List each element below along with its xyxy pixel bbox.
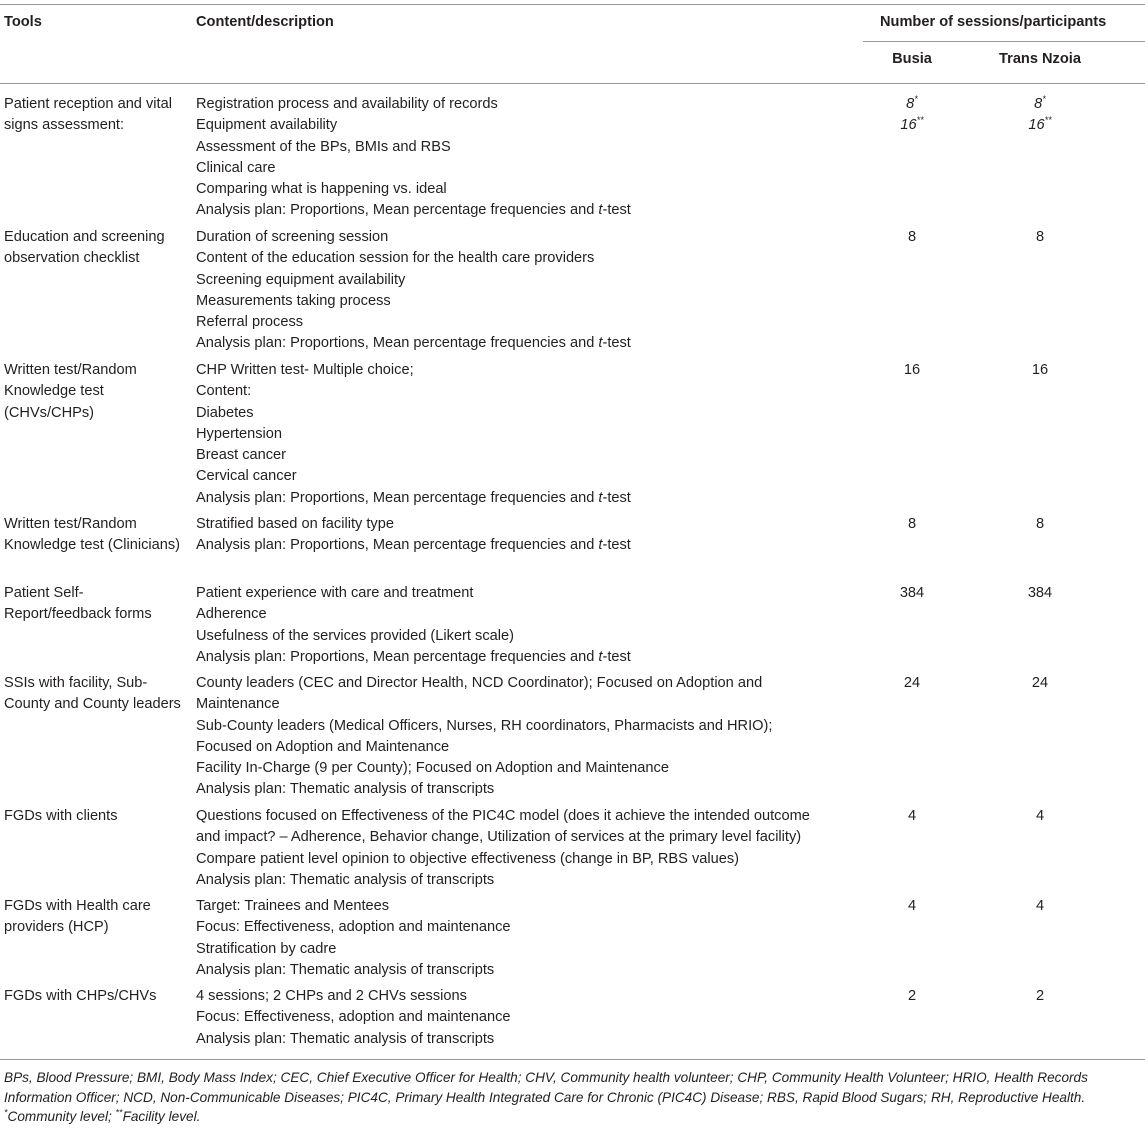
footnote-abbreviations: BPs, Blood Pressure; BMI, Body Mass Index; CEC, Chief Executive Officer for Health; CHV, Community health volunteer; CHP, Community Health Volunteer; HRIO, Health Records Information Officer; NCD, Non-Communicable Diseases; PIC4C, Primary Health Integrated Care for Chronic (PIC4C) Disease; RBS, Rapid Blood Sugars; RH, Reproductive Health. bbox=[4, 1070, 1088, 1105]
count-value: 384 bbox=[899, 585, 925, 601]
description-line: Hypertension bbox=[196, 425, 282, 442]
description-line: 4 sessions; 2 CHPs and 2 CHVs sessions bbox=[196, 988, 467, 1004]
count-value: 2 bbox=[1035, 988, 1045, 1004]
count-value: 8* bbox=[1034, 94, 1046, 112]
count-value: 384 bbox=[1027, 585, 1053, 601]
table-row-trans-nzoia bbox=[990, 514, 1090, 535]
description-line: Diabetes bbox=[196, 404, 254, 421]
table-row-tool: Patient Self-Report/feedback forms bbox=[4, 585, 152, 623]
table-row-busia bbox=[862, 227, 962, 248]
table-row-trans-nzoia bbox=[990, 583, 1090, 604]
table-row-trans-nzoia bbox=[990, 673, 1090, 694]
table-row-tool: FGDs with clients bbox=[4, 808, 118, 824]
description-line: Adherence bbox=[196, 606, 267, 623]
description-line: Content: bbox=[196, 383, 252, 400]
description-line: Compare patient level opinion to objective effectiveness (change in BP, RBS values) bbox=[196, 850, 739, 867]
table-row-description bbox=[196, 227, 856, 355]
table-row-trans-nzoia bbox=[990, 806, 1090, 827]
table-row-description bbox=[196, 896, 856, 981]
header-rule bbox=[0, 83, 1145, 84]
table-row-trans-nzoia bbox=[990, 896, 1090, 917]
description-line: Facility In-Charge (9 per County); Focused on Adoption and Maintenance bbox=[196, 760, 669, 777]
count-value: 8* bbox=[906, 94, 918, 112]
description-line: Analysis plan: Thematic analysis of transcripts bbox=[196, 1030, 495, 1047]
header-trans-nzoia: Trans Nzoia bbox=[999, 51, 1081, 67]
header-tools: Tools bbox=[4, 14, 42, 30]
count-value: 8 bbox=[1035, 516, 1045, 532]
table-row-trans-nzoia bbox=[990, 94, 1090, 137]
count-value: 4 bbox=[1035, 898, 1045, 914]
table-row-description bbox=[196, 986, 856, 1050]
footnote-facility-level: Facility level. bbox=[122, 1109, 201, 1124]
description-line: Analysis plan: Thematic analysis of transcripts bbox=[196, 781, 495, 798]
description-line: Analysis plan: Thematic analysis of transcripts bbox=[196, 871, 495, 888]
table-row-busia bbox=[862, 896, 962, 917]
description-line: Analysis plan: Proportions, Mean percentage frequencies and t-test bbox=[196, 648, 631, 665]
table-row-busia bbox=[862, 94, 962, 137]
header-busia: Busia bbox=[892, 51, 932, 67]
footnote-community-level: Community level; bbox=[7, 1109, 116, 1124]
table-row-busia bbox=[862, 360, 962, 381]
count-value: 4 bbox=[1035, 808, 1045, 824]
count-value: 4 bbox=[907, 898, 917, 914]
count-value: 2 bbox=[907, 988, 917, 1004]
table-row-tool: FGDs with CHPs/CHVs bbox=[4, 988, 157, 1004]
count-value: 8 bbox=[907, 516, 917, 532]
table-row-busia bbox=[862, 673, 962, 694]
description-line: Analysis plan: Proportions, Mean percentage frequencies and t-test bbox=[196, 335, 631, 352]
description-line: Duration of screening session bbox=[196, 229, 389, 245]
description-line: Screening equipment availability bbox=[196, 271, 406, 288]
description-line: Breast cancer bbox=[196, 447, 287, 464]
table-row-busia bbox=[862, 583, 962, 604]
table-row-description bbox=[196, 673, 856, 801]
table-row-busia bbox=[862, 806, 962, 827]
table-row-tool: Written test/Random Knowledge test (CHVs/CHPs) bbox=[4, 362, 137, 421]
header-number-of-sessions: Number of sessions/participants bbox=[880, 14, 1107, 30]
table-row-tool: SSIs with facility, Sub-County and County leaders bbox=[4, 675, 181, 713]
description-line: Target: Trainees and Mentees bbox=[196, 898, 390, 914]
description-line: Stratified based on facility type bbox=[196, 516, 394, 532]
description-line: Focus: Effectiveness, adoption and maintenance bbox=[196, 919, 511, 936]
table-row-trans-nzoia bbox=[990, 986, 1090, 1007]
table-row-busia bbox=[862, 986, 962, 1007]
description-line: Sub-County leaders (Medical Officers, Nurses, RH coordinators, Pharmacists and HRIO); bbox=[196, 717, 773, 734]
count-value: 8 bbox=[1035, 229, 1045, 245]
description-line: Referral process bbox=[196, 314, 304, 331]
table-row-trans-nzoia bbox=[990, 227, 1090, 248]
description-line: Analysis plan: Proportions, Mean percentage frequencies and t-test bbox=[196, 489, 631, 506]
description-line: Clinical care bbox=[196, 159, 276, 176]
count-value: 8 bbox=[907, 229, 917, 245]
bottom-rule bbox=[0, 1059, 1145, 1060]
footnote-star-2: ** bbox=[115, 1107, 123, 1118]
count-value: 24 bbox=[1031, 675, 1049, 691]
table-row-description bbox=[196, 583, 856, 668]
description-line: Analysis plan: Proportions, Mean percentage frequencies and t-test bbox=[196, 537, 631, 554]
description-line: Equipment availability bbox=[196, 117, 338, 134]
count-value: 16 bbox=[903, 362, 921, 378]
table-row-description bbox=[196, 360, 856, 509]
count-value: 16 bbox=[1031, 362, 1049, 378]
table-row-trans-nzoia bbox=[990, 360, 1090, 381]
description-line: County leaders (CEC and Director Health, NCD Coordinator); Focused on Adoption and bbox=[196, 675, 763, 691]
table-row-description bbox=[196, 806, 856, 891]
description-line: Registration process and availability of records bbox=[196, 96, 498, 112]
description-line: Patient experience with care and treatment bbox=[196, 585, 474, 601]
description-line: Questions focused on Effectiveness of the PIC4C model (does it achieve the intended outcome bbox=[196, 808, 810, 824]
description-line: and impact? – Adherence, Behavior change, Utilization of services at the primary level facility) bbox=[196, 829, 802, 846]
description-line: Focused on Adoption and Maintenance bbox=[196, 738, 450, 755]
count-value: 24 bbox=[903, 675, 921, 691]
count-value: 4 bbox=[907, 808, 917, 824]
table-footnote bbox=[4, 1068, 1139, 1127]
header-content: Content/description bbox=[196, 14, 334, 30]
description-line: Cervical cancer bbox=[196, 468, 297, 485]
description-line: Assessment of the BPs, BMIs and RBS bbox=[196, 138, 451, 155]
table-row-tool: FGDs with Health care providers (HCP) bbox=[4, 898, 151, 936]
count-value: 16** bbox=[900, 115, 924, 134]
top-rule bbox=[0, 4, 1145, 5]
header-group-rule bbox=[863, 41, 1145, 42]
table-row-description bbox=[196, 94, 856, 222]
description-line: Analysis plan: Proportions, Mean percentage frequencies and t-test bbox=[196, 202, 631, 219]
table-row-busia bbox=[862, 514, 962, 535]
table-row-tool: Patient reception and vital signs assessment: bbox=[4, 96, 172, 134]
description-line: Measurements taking process bbox=[196, 292, 391, 309]
description-line: Stratification by cadre bbox=[196, 940, 337, 957]
footnote-star-1: * bbox=[4, 1107, 8, 1118]
description-line: Usefulness of the services provided (Likert scale) bbox=[196, 627, 514, 644]
table-row-description bbox=[196, 514, 856, 557]
description-line: Analysis plan: Thematic analysis of transcripts bbox=[196, 961, 495, 978]
description-line: Maintenance bbox=[196, 696, 280, 713]
table-row-tool: Education and screening observation checklist bbox=[4, 229, 165, 267]
table-row-tool: Written test/Random Knowledge test (Clinicians) bbox=[4, 516, 181, 554]
description-line: Focus: Effectiveness, adoption and maintenance bbox=[196, 1009, 511, 1026]
count-value: 16** bbox=[1028, 115, 1052, 134]
description-line: Content of the education session for the health care providers bbox=[196, 250, 595, 267]
description-line: Comparing what is happening vs. ideal bbox=[196, 181, 447, 198]
description-line: CHP Written test- Multiple choice; bbox=[196, 362, 414, 378]
